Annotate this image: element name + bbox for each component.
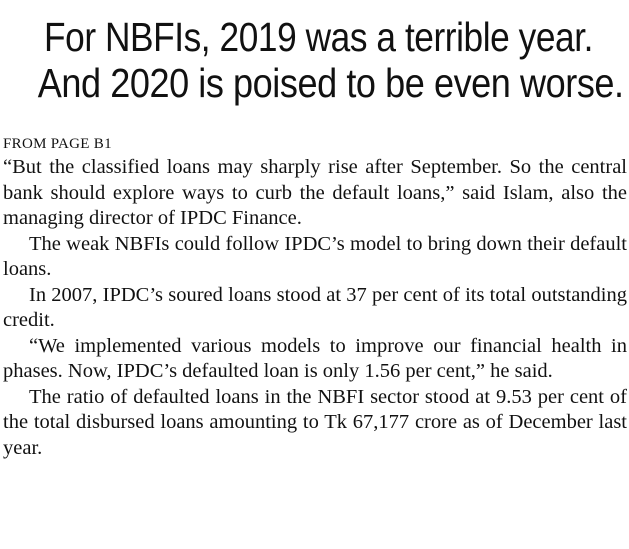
headline-block — [0, 14, 629, 106]
continuation-kicker: FROM PAGE B1 — [3, 136, 112, 152]
article-paragraph: “We implemented various models to improve our financial health in phases. Now, IPDC’s defaulted loan is only 1.56 per cent,” he said. — [3, 334, 627, 382]
article-body — [3, 136, 627, 461]
headline-line-2: And 2020 is poised to be even worse. — [37, 60, 624, 106]
article-paragraph: “But the classified loans may sharply rise after September. So the central bank should explore ways to curb the default loans,” said Islam, also the managing director of IPDC Finance. — [3, 156, 627, 229]
headline-line-1: For NBFIs, 2019 was a terrible year. — [44, 14, 593, 60]
article-paragraph: In 2007, IPDC’s soured loans stood at 37 per cent of its total outstanding credit. — [3, 283, 627, 331]
article-paragraph: The ratio of defaulted loans in the NBFI sector stood at 9.53 per cent of the total disbursed loans amounting to Tk 67,177 crore as of December last year. — [3, 385, 627, 459]
article-paragraph: The weak NBFIs could follow IPDC’s model to bring down their default loans. — [3, 232, 627, 280]
headline — [0, 14, 629, 106]
